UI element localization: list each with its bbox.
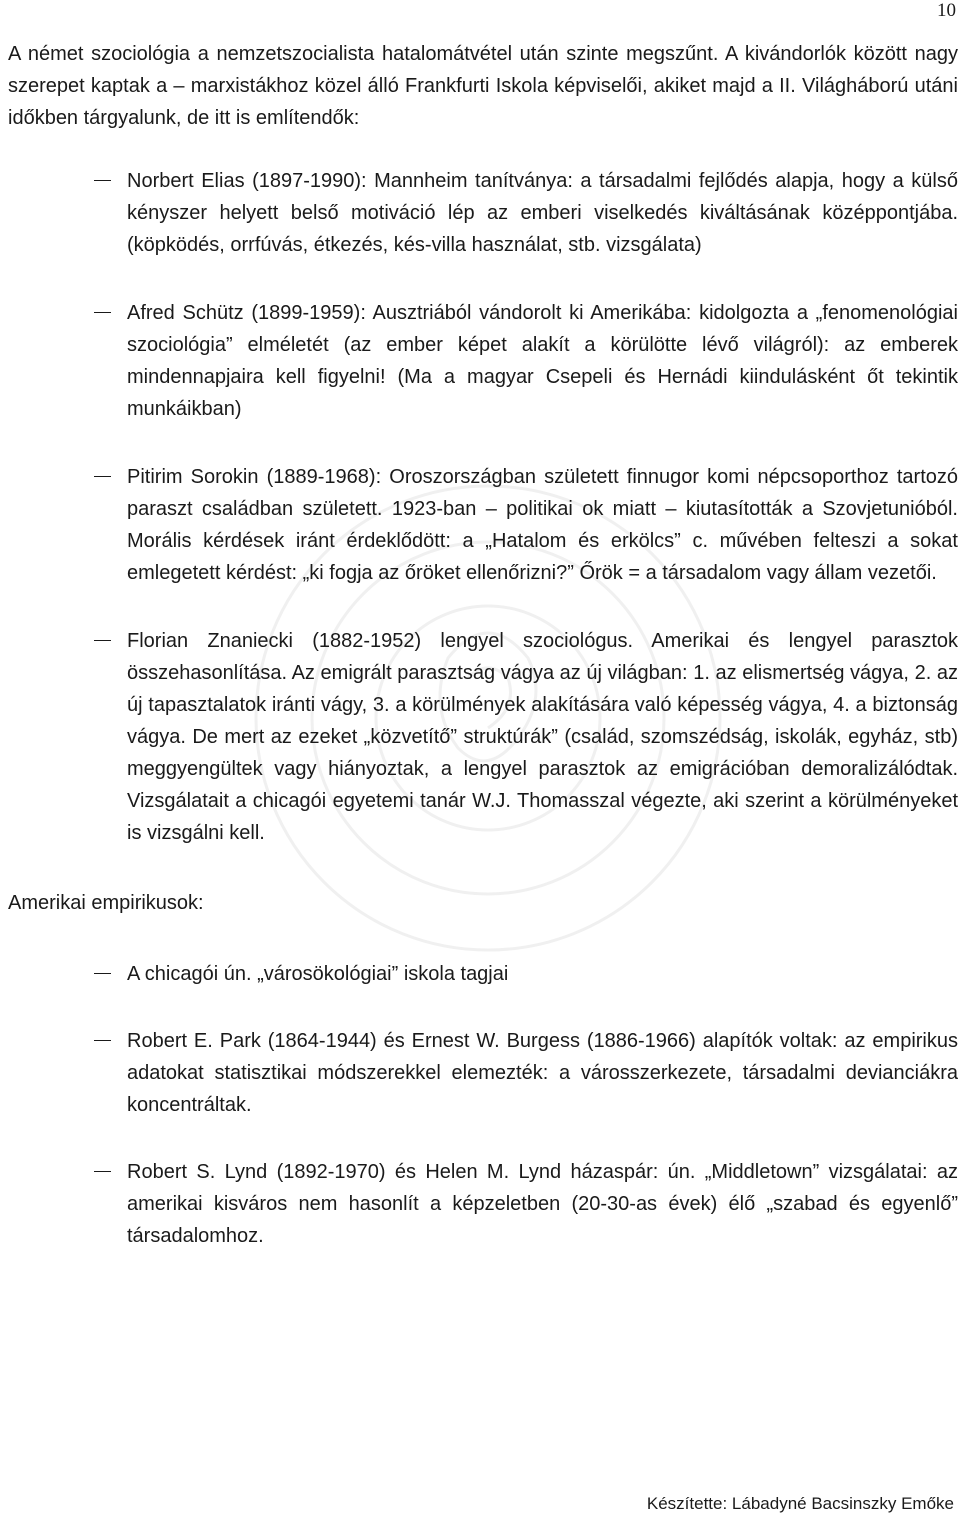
dash-bullet: [94, 1040, 111, 1041]
intro-paragraph: A német szociológia a nemzetszocialista hatalomátvétel után szinte megszűnt. A kivándorlók között nagy szerepet kaptak a – marxistákhoz közel álló Frankfurti Iskola képviselői, akiket majd a II. Világháború utáni időkben tárgyalunk, de itt is említendők:: [8, 43, 958, 129]
document-body: [8, 38, 958, 1252]
dash-bullet: [94, 1171, 111, 1172]
author-footer: Készítette: Lábadyné Bacsinszky Emőke: [646, 1494, 954, 1513]
dash-bullet: [94, 180, 111, 181]
section-heading: Amerikai empirikusok:: [8, 892, 204, 914]
list-item: Robert S. Lynd (1892-1970) és Helen M. Lynd házaspár: ún. „Middletown” vizsgálatai: az amerikai kisváros nem hasonlít a képzeletben (20-30-as évek) élő „szabad és egyenlő” társadalomhoz.: [8, 1156, 958, 1252]
list-item: Florian Znaniecki (1882-1952) lengyel szociológus. Amerikai és lengyel parasztok összehasonlítása. Az emigrált parasztság vágya az új világban: 1. az elismertség vágya, 2. az új tapasztalatok iránti vágy, 3. a körülmények alakítására való képesség vágya, 4. a biztonság vágya. De mert az ezeket „közvetítő” struktúrák” (család, szomszédság, iskolák, egyház, stb) meggyengültek vagy hiányoztak, a lengyel parasztok az emigrációban demoralizálódtak. Vizsgálatait a chicagói egyetemi tanár W.J. Thomasszal végezte, aki szerint a körülményeket is vizsgálni kell.: [8, 625, 958, 849]
dash-bullet: [94, 973, 111, 974]
dash-bullet: [94, 312, 111, 313]
dash-bullet: [94, 476, 111, 477]
list-item: Norbert Elias (1897-1990): Mannheim tanítványa: a társadalmi fejlődés alapja, hogy a külső kényszer helyett belső motiváció lép az emberi viselkedés kiváltásának középpontjába. (köpködés, orrfúvás, étkezés, kés-villa használat, stb. vizsgálata): [8, 165, 958, 261]
list-item: Pitirim Sorokin (1889-1968): Oroszországban született finnugor komi népcsoporthoz tartozó paraszt családban született. 1923-ban – politikai ok miatt – kiutasították a Szovjetunióból. Morális kérdések iránt érdeklődött: a „Hatalom és erkölcs” c. művében felteszi a sokat emlegetett kérdést: „ki fogja az őröket ellenőrizni?” Őrök = a társadalom vagy állam vezetői.: [8, 461, 958, 589]
list-item: Afred Schütz (1899-1959): Ausztriából vándorolt ki Amerikába: kidolgozta a „fenomenológiai szociológia” elméletét (az ember képet alakít a körülötte lévő világról): az emberek mindennapjaira kell figyelni! (Ma a magyar Csepeli és Hernádi kiindulásként őt tekintik munkáikban): [8, 297, 958, 425]
emigrant-sociologists-list: [8, 165, 958, 849]
list-item: A chicagói ún. „városökológiai” iskola tagjai: [8, 958, 958, 990]
page-number: 10: [937, 0, 956, 21]
list-item: Robert E. Park (1864-1944) és Ernest W. Burgess (1886-1966) alapítók voltak: az empirikus adatokat statisztikai módszerekkel elemezték: a városszerkezete, társadalmi devianciákra koncentráltak.: [8, 1025, 958, 1121]
dash-bullet: [94, 640, 111, 641]
american-empiricists-list: [8, 958, 958, 1252]
